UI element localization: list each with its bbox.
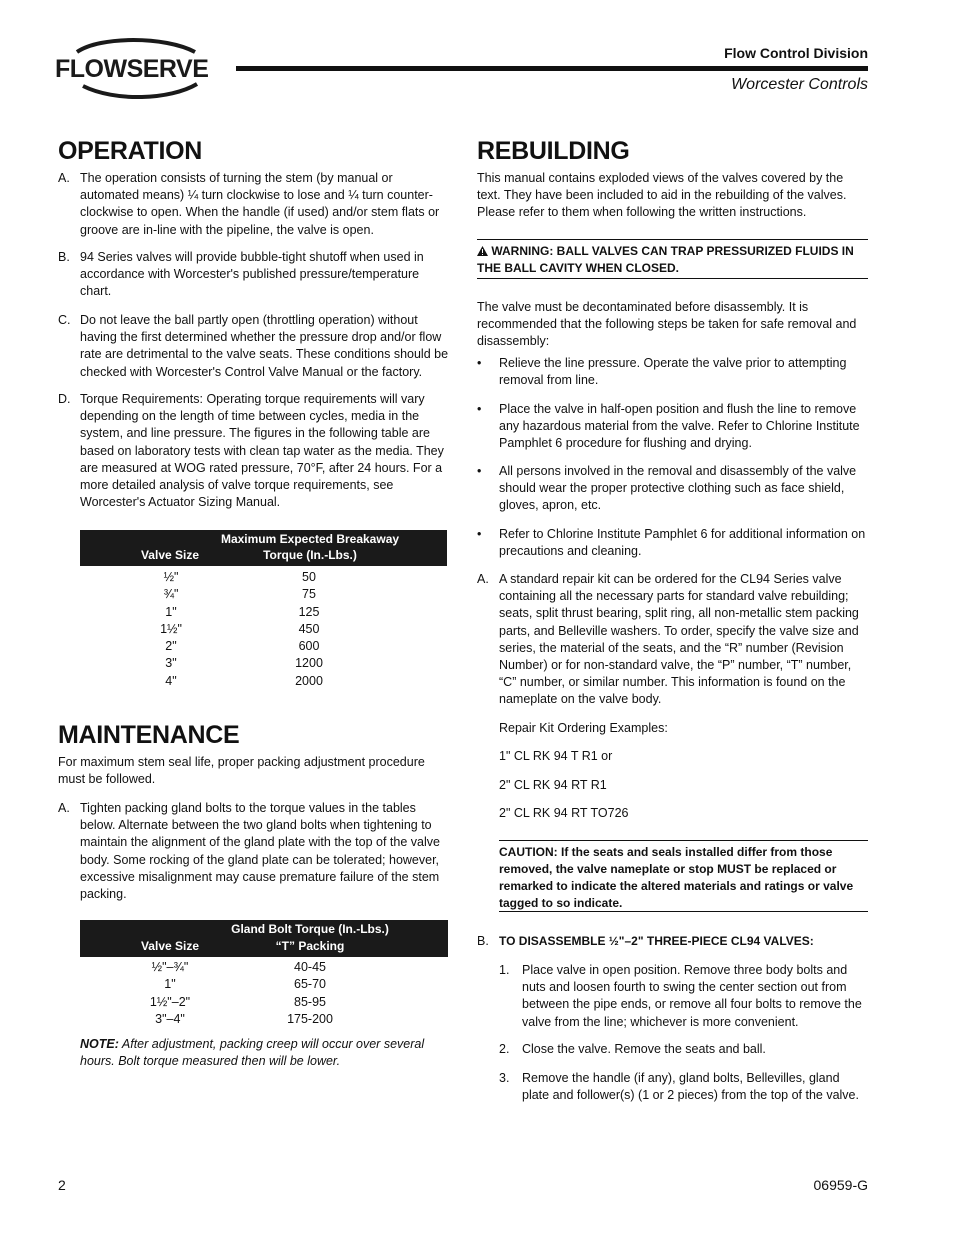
torque-table-body bbox=[80, 569, 447, 690]
item-marker: D. bbox=[58, 392, 71, 406]
table-cell: 1200 bbox=[295, 656, 323, 671]
example-item: 2" CL RK 94 RT TO726 bbox=[499, 806, 629, 820]
operation-item-d bbox=[58, 391, 450, 513]
rebuilding-title: REBUILDING bbox=[477, 137, 630, 165]
header-rule bbox=[236, 66, 868, 71]
table-cell: 1" bbox=[165, 604, 177, 619]
table-cell: 1½" bbox=[160, 621, 182, 636]
step-text: Remove the handle (if any), gland bolts, Bellevilles, gland plate and follower(s) (1 or 2 pieces) from the top of the valve. bbox=[522, 1071, 859, 1103]
operation-title: OPERATION bbox=[58, 137, 203, 165]
item-marker: B. bbox=[58, 250, 70, 264]
table-col-header: Maximum Expected Breakaway bbox=[220, 532, 400, 546]
item-marker: C. bbox=[58, 313, 71, 327]
warning-box bbox=[477, 243, 868, 277]
item-text: Torque Requirements: Operating torque requirements will vary depending on the length of time between cycles, media in the system, and line pressure. The figures in the following table are based on laboratory tests with clean tap water as the media. They are measured at WOG rated pressure, 70°F, after 24 hours. For a more detailed analysis of valve torque requirements, see Worcester's Actuator Sizing Manual. bbox=[80, 392, 444, 510]
item-text: 94 Series valves will provide bubble-tight shutoff when used in accordance with Worcester's published pressure/temperature chart. bbox=[80, 250, 424, 299]
warning-text: WARNING: BALL VALVES CAN TRAP PRESSURIZED FLUIDS IN THE BALL CAVITY WHEN CLOSED. bbox=[477, 244, 854, 275]
table-row bbox=[80, 994, 448, 1011]
item-marker: A. bbox=[58, 171, 70, 185]
operation-item-a bbox=[58, 170, 450, 240]
warning-top-rule bbox=[477, 239, 868, 240]
table-cell: 4" bbox=[165, 673, 177, 688]
example-item: 1" CL RK 94 T R1 or bbox=[499, 749, 613, 763]
table-row bbox=[80, 569, 447, 586]
item-marker: B. bbox=[477, 934, 489, 948]
division-name: Flow Control Division bbox=[724, 45, 868, 61]
warning-triangle-icon bbox=[477, 246, 488, 256]
table-cell: 600 bbox=[298, 639, 320, 654]
table-cell: 50 bbox=[302, 570, 316, 584]
table-cell: 3" bbox=[165, 656, 177, 671]
table-row bbox=[80, 586, 447, 603]
operation-item-b bbox=[58, 249, 450, 303]
gland-table-body bbox=[80, 959, 448, 1028]
table-cell: 450 bbox=[298, 621, 320, 636]
item-text: The operation consists of turning the stem (by manual or automated means) ¼ turn clockwise to lose and ¼ turn counter-clockwise to open. When the handle (if used) and/or stem flats or groove are in-line with the pipeline, the valve is open. bbox=[80, 171, 440, 237]
maintenance-intro: For maximum stem seal life, proper packing adjustment procedure must be followed. bbox=[58, 755, 425, 787]
bullet-item bbox=[477, 526, 869, 562]
table-cell: 175-200 bbox=[287, 1011, 333, 1026]
table-cell: ½"–¾" bbox=[151, 960, 189, 974]
table-row bbox=[80, 1011, 448, 1028]
torque-table-header bbox=[80, 530, 447, 566]
note-text: After adjustment, packing creep will occur over several hours. Bolt torque measured then will be lower. bbox=[80, 1037, 425, 1069]
table-row bbox=[80, 655, 447, 672]
bullet-text: Refer to Chlorine Institute Pamphlet 6 for additional information on precautions and cleaning. bbox=[499, 527, 866, 559]
item-marker: A. bbox=[477, 572, 489, 586]
table-row bbox=[80, 621, 447, 638]
table-cell: 75 bbox=[302, 587, 316, 602]
step-marker: 1. bbox=[499, 963, 510, 977]
step-item bbox=[499, 1070, 869, 1106]
examples-label: Repair Kit Ordering Examples: bbox=[499, 721, 668, 735]
step-text: Close the valve. Remove the seats and ball. bbox=[522, 1042, 766, 1056]
item-marker: A. bbox=[58, 801, 70, 815]
table-col-header: Gland Bolt Torque (In.-Lbs.) bbox=[231, 922, 389, 936]
step-item bbox=[499, 962, 869, 1032]
caution-bottom-rule bbox=[499, 911, 868, 912]
bullet-text: Relieve the line pressure. Operate the valve prior to attempting removal from line. bbox=[499, 356, 847, 388]
step-text: Place valve in open position. Remove three body bolts and nuts and loosen fourth to swing the center section out from between the pipe ends, or remove all four bolts to remove the valve from the line; whichever is more convenient. bbox=[522, 963, 862, 1029]
rebuilding-item-b bbox=[477, 933, 869, 951]
table-cell: 1½"–2" bbox=[149, 994, 191, 1009]
table-col-header: “T” Packing bbox=[275, 939, 345, 953]
flowserve-logo bbox=[55, 38, 215, 100]
table-row bbox=[80, 638, 447, 655]
maintenance-title: MAINTENANCE bbox=[58, 721, 240, 749]
table-row bbox=[80, 673, 447, 690]
subdivision-name: Worcester Controls bbox=[731, 76, 868, 93]
operation-item-c bbox=[58, 312, 450, 382]
bullet-text: Place the valve in half-open position and flush the line to remove any hazardous material from the valve. Refer to Chlorine Institute Pamphlet 6 procedure for flushing and drying. bbox=[499, 402, 860, 451]
table-cell: 85-95 bbox=[294, 994, 326, 1009]
table-col-header: Valve Size bbox=[140, 939, 200, 953]
rebuilding-item-a bbox=[477, 571, 869, 711]
gland-table-header bbox=[80, 920, 448, 957]
caution-text: CAUTION: If the seats and seals installed differ from those removed, the valve nameplate or stop MUST be replaced or remarked to indicate the altered materials and ratings or valve tagged to so indicate. bbox=[499, 845, 854, 910]
page-number: 2 bbox=[58, 1177, 66, 1193]
table-cell: 125 bbox=[298, 604, 320, 619]
note-label: NOTE: bbox=[80, 1037, 119, 1051]
maintenance-item-a bbox=[58, 800, 450, 905]
maintenance-note bbox=[80, 1036, 448, 1070]
caution-top-rule bbox=[499, 840, 868, 841]
bullet-icon: • bbox=[477, 527, 482, 541]
bullet-icon: • bbox=[477, 402, 482, 416]
warning-bottom-rule bbox=[477, 278, 868, 279]
bullet-item bbox=[477, 463, 869, 515]
table-cell: 3"–4" bbox=[155, 1011, 185, 1026]
item-text: Tighten packing gland bolts to the torque values in the tables below. Alternate between the two gland bolts when tightening to maintain the alignment of the gland plate with the top of the valve body. Some rocking of the gland plate can be tolerated; however, excessive misalignment may cause premature failure of the stem packing. bbox=[80, 801, 440, 902]
table-cell: 2000 bbox=[295, 673, 323, 688]
table-cell: ¾" bbox=[163, 587, 179, 602]
table-col-header: Valve Size bbox=[140, 548, 200, 562]
table-col-header: Torque (In.-Lbs.) bbox=[263, 548, 357, 562]
bullet-item bbox=[477, 355, 869, 391]
item-text: Do not leave the ball partly open (throttling operation) without having the first determined whether the pressure drop and/or flow rate are detrimental to the valve seats. These conditions should be checked with Worcester's Control Valve Manual or the factory. bbox=[80, 313, 449, 379]
bullet-icon: • bbox=[477, 356, 482, 370]
example-item: 2" CL RK 94 RT R1 bbox=[499, 778, 607, 792]
table-cell: 65-70 bbox=[294, 977, 326, 992]
step-marker: 3. bbox=[499, 1071, 510, 1085]
table-row bbox=[80, 976, 448, 993]
bullet-icon: • bbox=[477, 464, 482, 478]
table-row bbox=[80, 959, 448, 976]
table-cell: 2" bbox=[165, 639, 177, 654]
table-cell: 1" bbox=[164, 977, 176, 992]
step-item bbox=[499, 1041, 869, 1059]
table-cell: ½" bbox=[163, 570, 179, 584]
table-cell: 40-45 bbox=[294, 960, 326, 974]
step-marker: 2. bbox=[499, 1042, 510, 1056]
document-number: 06959-G bbox=[813, 1177, 868, 1193]
item-text: A standard repair kit can be ordered for the CL94 Series valve containing all the necessary parts for standard valve rebuilding; seats, split thrust bearing, split ring, all non-metallic stem packing parts, and Belleville washers. To order, specify the valve size and series, the material of the seats, and the “R” number (Revision Number) or for non-standard valve, the “P” number, “T” number, “C” number, or similar number. This information is found on the nameplate on the valve body. bbox=[499, 572, 859, 707]
decontam-text: The valve must be decontaminated before disassembly. It is recommended that the following steps be taken for safe removal and disassembly: bbox=[477, 300, 857, 349]
table-row bbox=[80, 604, 447, 621]
bullet-item bbox=[477, 401, 869, 453]
item-text: TO DISASSEMBLE ½"–2" THREE-PIECE CL94 VALVES: bbox=[499, 934, 814, 948]
bullet-text: All persons involved in the removal and disassembly of the valve should wear the proper protective clothing such as face shield, gloves, apron, etc. bbox=[499, 464, 857, 513]
logo-text: FLOWSERVE bbox=[55, 55, 209, 83]
rebuilding-intro: This manual contains exploded views of the valves covered by the text. They have been included to aid in the rebuilding of the valves. Please refer to them when following the written instructions. bbox=[477, 171, 847, 220]
